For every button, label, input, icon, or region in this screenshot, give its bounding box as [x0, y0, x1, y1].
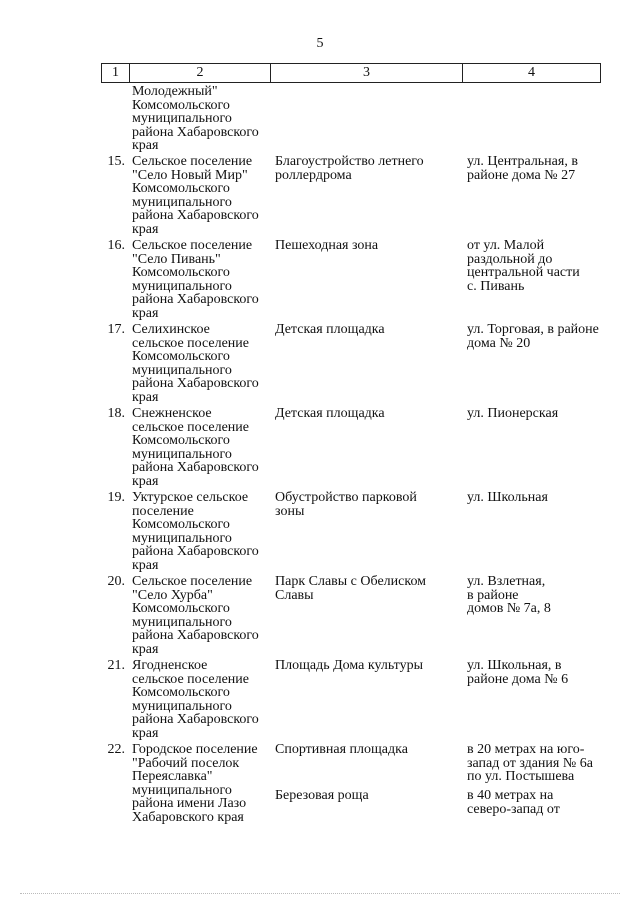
- location-cell: ул. Взлетная, в районе домов № 7а, 8: [467, 574, 551, 616]
- object-cell: Благоустройство летнего роллердрома: [275, 154, 424, 183]
- header-col-4: 4: [528, 65, 535, 80]
- object-cell: Детская площадка: [275, 322, 385, 337]
- table-header: [101, 63, 601, 83]
- continued-settlement: Молодежный" Комсомольского муниципального района Хабаровского края: [132, 84, 259, 153]
- scan-edge-line: [20, 893, 620, 896]
- location-cell: от ул. Малой раздольной до центральной части с. Пивань: [467, 238, 580, 294]
- object-cell: Спортивная площадка: [275, 742, 408, 757]
- row-number: 19.: [107, 490, 125, 505]
- object-cell: Пешеходная зона: [275, 238, 379, 253]
- row-number: 17.: [107, 322, 125, 337]
- settlement-cell: Сельское поселение "Село Новый Мир" Комсомольского муниципального района Хабаровского края: [132, 154, 259, 237]
- settlement-cell: Сельское поселение "Село Хурба" Комсомольского муниципального района Хабаровского края: [132, 574, 259, 657]
- object-cell: Площадь Дома культуры: [275, 658, 424, 673]
- location-cell: ул. Школьная: [467, 490, 548, 505]
- object-cell: Березовая роща: [275, 788, 369, 803]
- row-number: 22.: [107, 742, 125, 757]
- settlement-cell: Сельское поселение "Село Пивань" Комсомольского муниципального района Хабаровского края: [132, 238, 259, 321]
- header-col-2: 2: [130, 64, 271, 82]
- location-cell: в 20 метрах на юго- запад от здания № 6а по ул. Постышева: [467, 742, 593, 784]
- object-cell: Парк Славы с Обелиском Славы: [275, 574, 427, 603]
- settlement-cell: Городское поселение "Рабочий поселок Переяславка" муниципального района имени Лазо Хабаровского края: [132, 742, 258, 825]
- settlement-cell: Селихинское сельское поселение Комсомольского муниципального района Хабаровского края: [132, 322, 259, 405]
- settlement-cell: Снежненское сельское поселение Комсомольского муниципального района Хабаровского края: [132, 406, 259, 489]
- row-number: 21.: [107, 658, 125, 673]
- location-cell: ул. Центральная, в районе дома № 27: [467, 154, 578, 183]
- row-number: 20.: [107, 574, 125, 589]
- row-number: 16.: [107, 238, 125, 253]
- settlement-cell: Уктурское сельское поселение Комсомольского муниципального района Хабаровского края: [132, 490, 259, 573]
- location-cell: ул. Пионерская: [467, 406, 559, 421]
- row-number: 18.: [107, 406, 125, 421]
- location-cell: ул. Торговая, в районе дома № 20: [467, 322, 599, 351]
- settlement-cell: Ягодненское сельское поселение Комсомольского муниципального района Хабаровского края: [132, 658, 259, 741]
- row-number: 15.: [107, 154, 125, 169]
- header-col-1: 1: [102, 64, 130, 82]
- object-cell: Детская площадка: [275, 406, 385, 421]
- header-col-3: 3: [271, 64, 463, 82]
- page-number: 5: [316, 36, 324, 51]
- location-cell: в 40 метрах на северо-запад от: [467, 788, 560, 817]
- location-cell: ул. Школьная, в районе дома № 6: [467, 658, 569, 687]
- object-cell: Обустройство парковой зоны: [275, 490, 417, 519]
